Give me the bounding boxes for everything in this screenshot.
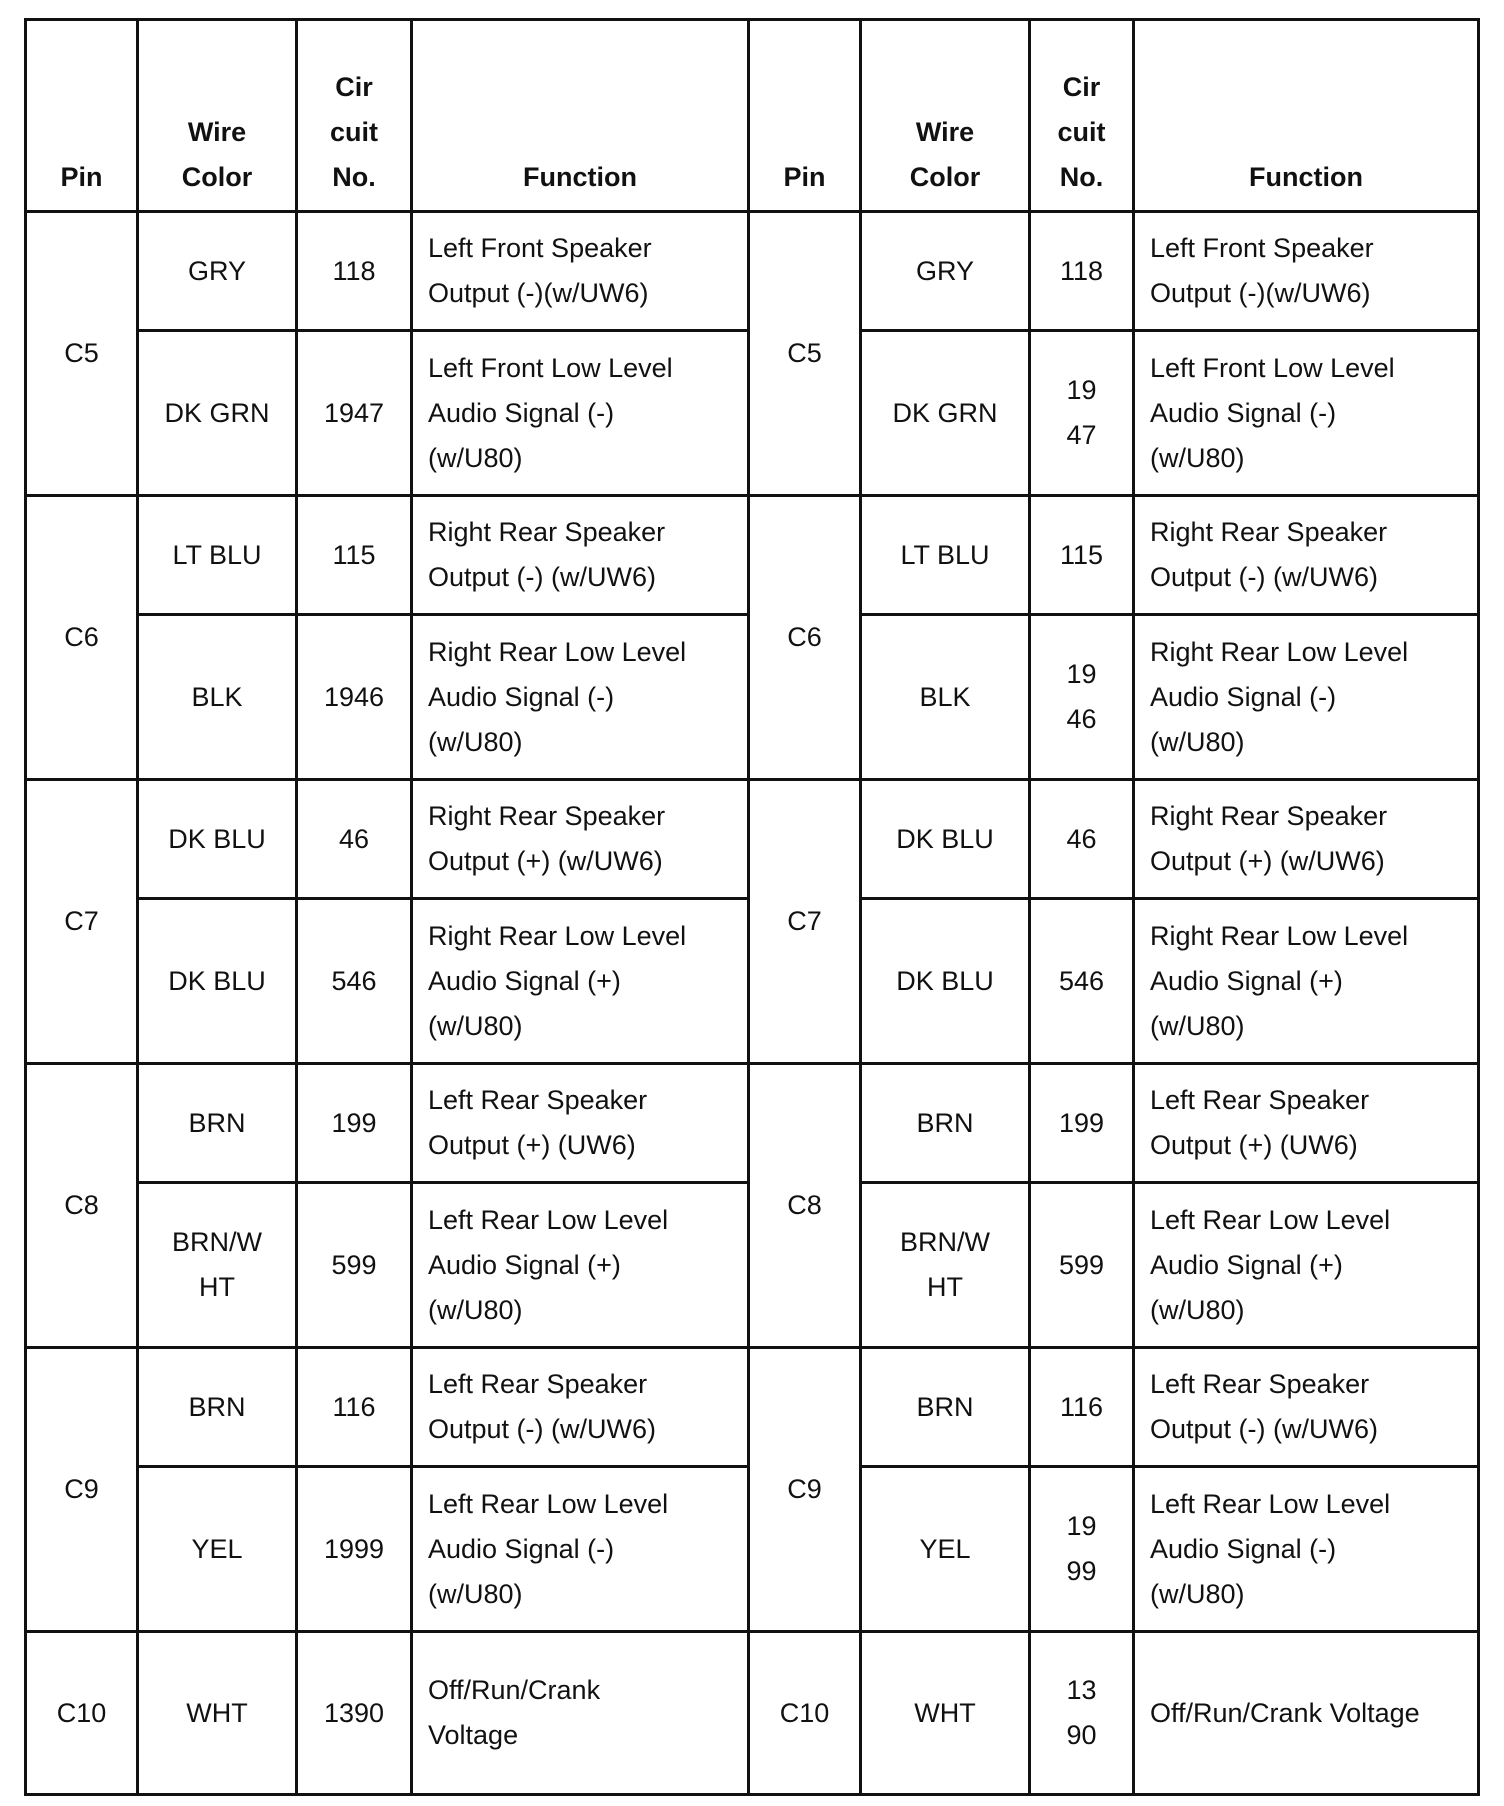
header-wire-color: Wire Color (138, 20, 297, 212)
wire-color-cell: DK BLU (138, 899, 297, 1064)
wire-color-cell: WHT (138, 1632, 297, 1795)
pin-cell: C6 (26, 496, 138, 780)
pin-cell: C10 (749, 1632, 861, 1795)
function-cell: Right Rear Speaker Output (-) (w/UW6) (1134, 496, 1479, 615)
function-cell: Right Rear Speaker Output (+) (w/UW6) (1134, 780, 1479, 899)
function-cell: Right Rear Low Level Audio Signal (+) (w/U80) (1134, 899, 1479, 1064)
header-wire-color: Wire Color (861, 20, 1030, 212)
function-cell: Left Front Speaker Output (-)(w/UW6) (412, 212, 749, 331)
table-row (26, 1348, 1479, 1467)
pin-cell: C8 (749, 1064, 861, 1348)
pin-cell: C5 (749, 212, 861, 496)
wire-color-cell: WHT (861, 1632, 1030, 1795)
function-cell: Right Rear Low Level Audio Signal (+) (w/U80) (412, 899, 749, 1064)
function-cell: Right Rear Speaker Output (+) (w/UW6) (412, 780, 749, 899)
circuit-no-cell: 599 (1030, 1183, 1134, 1348)
circuit-no-cell: 115 (1030, 496, 1134, 615)
header-function: Function (412, 20, 749, 212)
wire-color-cell: DK BLU (861, 780, 1030, 899)
circuit-no-cell: 19 46 (1030, 615, 1134, 780)
pin-cell: C10 (26, 1632, 138, 1795)
function-cell: Left Rear Low Level Audio Signal (-) (w/U80) (412, 1467, 749, 1632)
header-circuit-no: Cir cuit No. (1030, 20, 1134, 212)
circuit-no-cell: 46 (297, 780, 412, 899)
wire-color-cell: LT BLU (861, 496, 1030, 615)
circuit-no-cell: 116 (297, 1348, 412, 1467)
function-cell: Left Rear Speaker Output (-) (w/UW6) (1134, 1348, 1479, 1467)
function-cell: Right Rear Low Level Audio Signal (-) (w/U80) (1134, 615, 1479, 780)
circuit-no-cell: 199 (297, 1064, 412, 1183)
pin-cell: C5 (26, 212, 138, 496)
wire-color-cell: DK BLU (138, 780, 297, 899)
header-function: Function (1134, 20, 1479, 212)
pin-cell: C6 (749, 496, 861, 780)
pin-cell: C7 (26, 780, 138, 1064)
wire-color-cell: BRN (138, 1348, 297, 1467)
circuit-no-cell: 116 (1030, 1348, 1134, 1467)
header-circuit-no: Cir cuit No. (297, 20, 412, 212)
circuit-no-cell: 1999 (297, 1467, 412, 1632)
wire-color-cell: BRN/W HT (861, 1183, 1030, 1348)
wire-color-cell: BRN (861, 1064, 1030, 1183)
wire-color-cell: BLK (138, 615, 297, 780)
pin-cell: C8 (26, 1064, 138, 1348)
circuit-no-cell: 1390 (297, 1632, 412, 1795)
circuit-no-cell: 13 90 (1030, 1632, 1134, 1795)
function-cell: Left Rear Speaker Output (-) (w/UW6) (412, 1348, 749, 1467)
function-cell: Off/Run/Crank Voltage (1134, 1632, 1479, 1795)
circuit-no-cell: 19 99 (1030, 1467, 1134, 1632)
header-pin: Pin (26, 20, 138, 212)
circuit-no-cell: 199 (1030, 1064, 1134, 1183)
function-cell: Off/Run/Crank Voltage (412, 1632, 749, 1795)
table-row (26, 496, 1479, 615)
wire-color-cell: GRY (861, 212, 1030, 331)
function-cell: Left Rear Speaker Output (+) (UW6) (412, 1064, 749, 1183)
wire-color-cell: YEL (861, 1467, 1030, 1632)
circuit-no-cell: 118 (297, 212, 412, 331)
wire-color-cell: YEL (138, 1467, 297, 1632)
circuit-no-cell: 46 (1030, 780, 1134, 899)
function-cell: Left Front Low Level Audio Signal (-) (w/U80) (412, 331, 749, 496)
function-cell: Left Rear Low Level Audio Signal (+) (w/U80) (1134, 1183, 1479, 1348)
table-row (26, 1064, 1479, 1183)
function-cell: Left Rear Low Level Audio Signal (-) (w/U80) (1134, 1467, 1479, 1632)
circuit-no-cell: 599 (297, 1183, 412, 1348)
table-row (26, 212, 1479, 331)
wire-color-cell: BRN (861, 1348, 1030, 1467)
wire-color-cell: GRY (138, 212, 297, 331)
wire-color-cell: LT BLU (138, 496, 297, 615)
connector-pin-table (24, 18, 1480, 1796)
table-row (26, 1632, 1479, 1795)
wire-color-cell: DK GRN (861, 331, 1030, 496)
function-cell: Left Rear Low Level Audio Signal (+) (w/U80) (412, 1183, 749, 1348)
function-cell: Right Rear Low Level Audio Signal (-) (w/U80) (412, 615, 749, 780)
pin-cell: C7 (749, 780, 861, 1064)
function-cell: Right Rear Speaker Output (-) (w/UW6) (412, 496, 749, 615)
table-row (26, 780, 1479, 899)
circuit-no-cell: 118 (1030, 212, 1134, 331)
circuit-no-cell: 19 47 (1030, 331, 1134, 496)
pin-cell: C9 (26, 1348, 138, 1632)
wire-color-cell: BRN/W HT (138, 1183, 297, 1348)
wire-color-cell: DK BLU (861, 899, 1030, 1064)
pin-cell: C9 (749, 1348, 861, 1632)
wire-color-cell: BLK (861, 615, 1030, 780)
wire-color-cell: BRN (138, 1064, 297, 1183)
wire-color-cell: DK GRN (138, 331, 297, 496)
circuit-no-cell: 1946 (297, 615, 412, 780)
circuit-no-cell: 1947 (297, 331, 412, 496)
function-cell: Left Front Low Level Audio Signal (-) (w/U80) (1134, 331, 1479, 496)
function-cell: Left Rear Speaker Output (+) (UW6) (1134, 1064, 1479, 1183)
header-row (26, 20, 1479, 212)
circuit-no-cell: 546 (297, 899, 412, 1064)
header-pin: Pin (749, 20, 861, 212)
circuit-no-cell: 546 (1030, 899, 1134, 1064)
circuit-no-cell: 115 (297, 496, 412, 615)
function-cell: Left Front Speaker Output (-)(w/UW6) (1134, 212, 1479, 331)
